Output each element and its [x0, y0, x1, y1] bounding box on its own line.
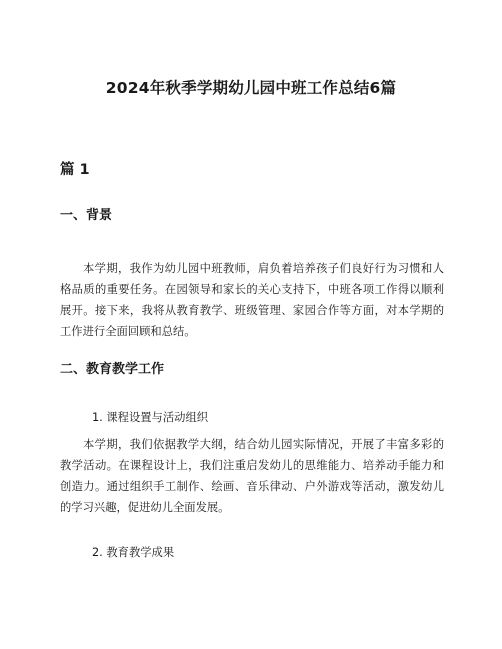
section-heading-teaching: 二、教育教学工作 — [60, 362, 165, 377]
subsection-heading-curriculum: 1. 课程设置与活动组织 — [92, 411, 209, 424]
curriculum-paragraph: 本学期，我们依据教学大纲，结合幼儿园实际情况，开展了丰富多彩的教学活动。在课程设计上，我们注重启发幼儿的思维能力、培养动手能力和创造力。通过组织手工制作、绘画、音乐律动、户外游戏等活动，激发幼儿的学习兴趣，促进幼儿全面发展。 — [60, 438, 444, 514]
section-heading-background: 一、背景 — [60, 208, 113, 223]
document-title: 2024年秋季学期幼儿园中班工作总结6篇 — [105, 79, 397, 97]
background-paragraph: 本学期，我作为幼儿园中班教师，肩负着培养孩子们良好行为习惯和人格品质的重要任务。在园领导和家长的关心支持下，中班各项工作得以顺利展开。接下来，我将从教育教学、班级管理、家园合作等方面，对本学期的工作进行全面回顾和总结。 — [60, 262, 444, 338]
part-heading: 篇 1 — [60, 162, 90, 178]
subsection-heading-results: 2. 教育教学成果 — [92, 546, 175, 559]
